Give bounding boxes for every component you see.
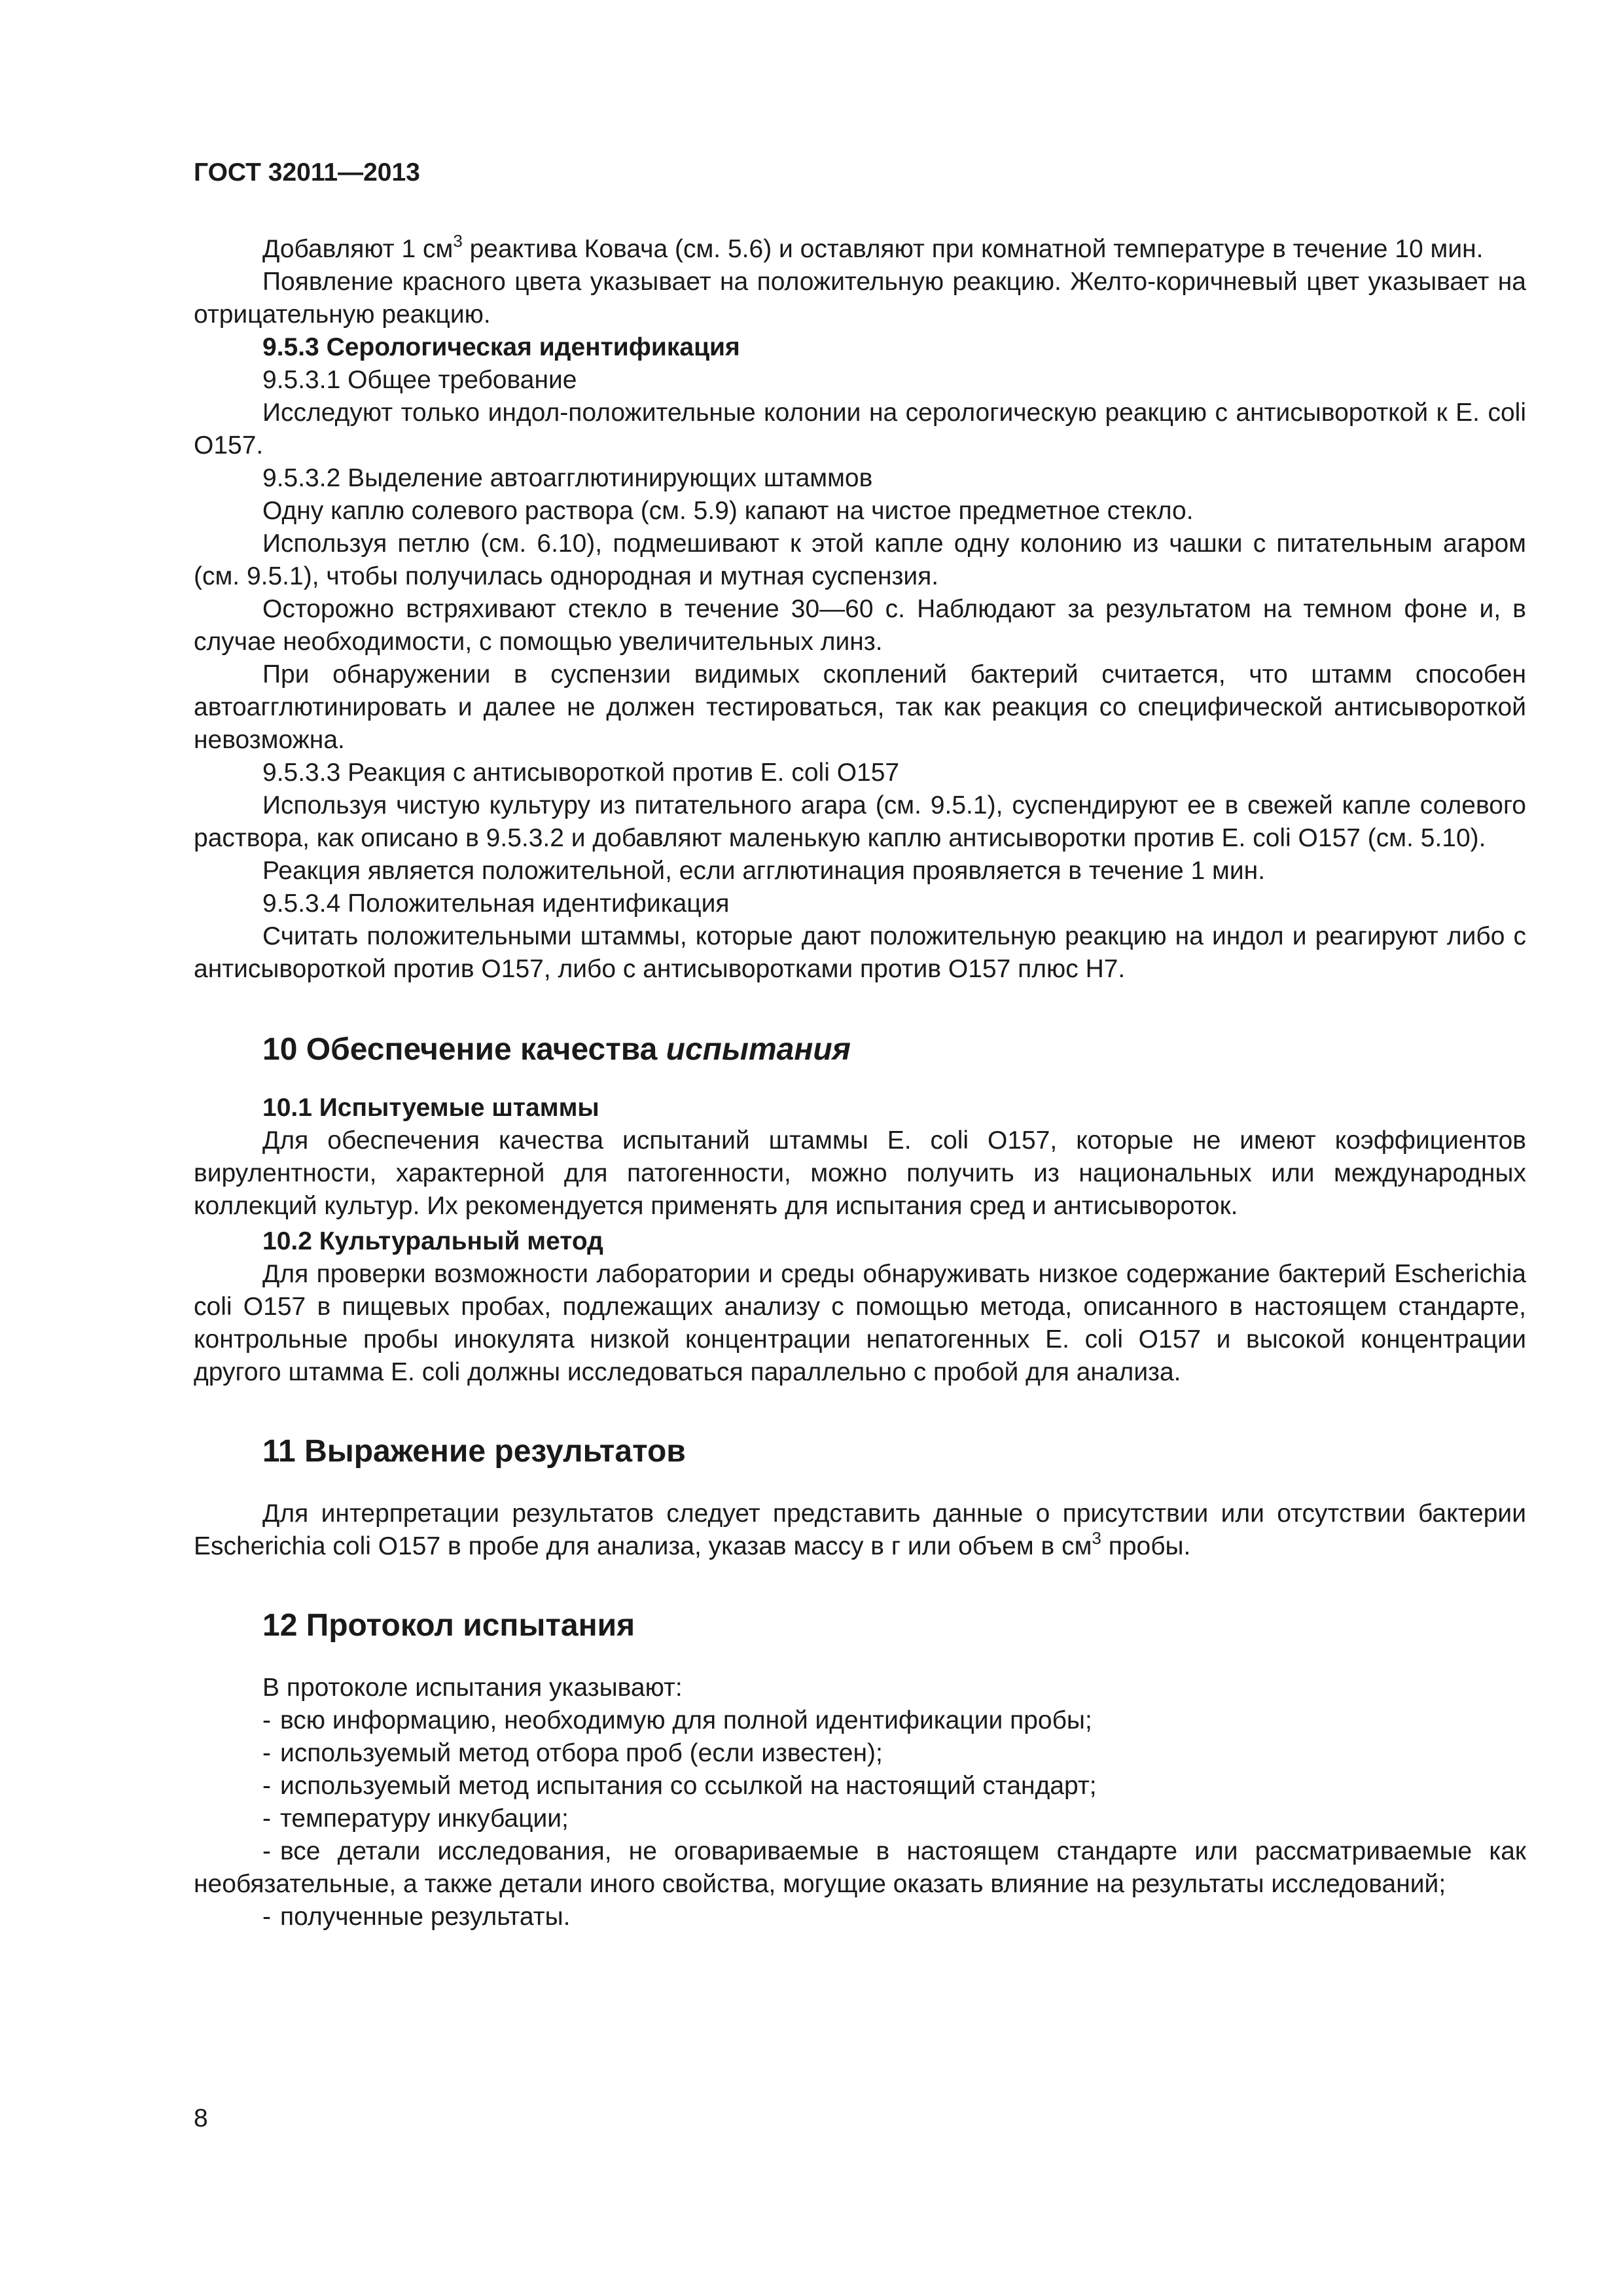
section-heading: 11 Выражение результатов [262, 1434, 686, 1469]
clause-title: 9.5.3.1 Общее требование [262, 366, 577, 394]
clause-title: 9.5.3.2 Выделение автоагглютинирующих штаммов [262, 464, 873, 492]
paragraph: В протоколе испытания указывают: [262, 1674, 683, 1702]
paragraph: Для обеспечения качества испытаний штаммы E. coli O157, которые не имеют коэффициентов вирулентности, характерной для патогенности, можно получить из национальных или международных коллекций культур. Их рекомендуется применять для испытания сред и антисывороток. [194, 1126, 1526, 1220]
text-run: пробы. [1101, 1532, 1191, 1560]
list-item-text: температуру инкубации; [280, 1804, 569, 1833]
section-heading [194, 1030, 1526, 1069]
paragraph: Осторожно встряхивают стекло в течение 30—60 с. Наблюдают за результатом на темном фоне и, в случае необходимости, с помощью увеличительных линз. [194, 595, 1526, 656]
list-marker: - [262, 1739, 271, 1767]
subsection-heading: 9.5.3 Серологическая идентификация [262, 333, 740, 361]
list-marker: - [262, 1772, 271, 1800]
list-marker: - [262, 1903, 271, 1931]
standard-designation: ГОСТ 32011—2013 [194, 158, 420, 187]
list-item-text: используемый метод испытания со ссылкой на настоящий стандарт; [280, 1772, 1097, 1800]
paragraph: Одну каплю солевого раствора (см. 5.9) капают на чистое предметное стекло. [262, 497, 1194, 525]
page-number: 8 [194, 2104, 208, 2132]
list-marker: - [262, 1837, 271, 1865]
paragraph: Считать положительными штаммы, которые дают положительную реакцию на индол и реагируют либо с антисывороткой против O157, либо с антисыворотками против O157 плюс H7. [194, 922, 1526, 983]
list-item [194, 1737, 1526, 1770]
text-run: Добавляют 1 см [262, 235, 454, 263]
paragraph: Исследуют только индол-положительные колонии на серологическую реакцию с антисывороткой к E. coli O157. [194, 399, 1526, 459]
text-run: реактива Ковача (см. 5.6) и оставляют при комнатной температуре в течение 10 мин. [462, 235, 1484, 263]
paragraph: При обнаружении в суспензии видимых скоплений бактерий считается, что штамм способен автоагглютинировать и далее не должен тестироваться, так как реакция со специфической антисывороткой невозможна. [194, 660, 1526, 754]
paragraph: Используя чистую культуру из питательного агара (см. 9.5.1), суспендируют ее в свежей капле солевого раствора, как описано в 9.5.3.2 и добавляют маленькую каплю антисыворотки против E. coli O157 (см. 5.10). [194, 791, 1526, 852]
requirements-list [194, 1704, 1526, 1933]
heading-text: 10 Обеспечение качества [262, 1032, 666, 1067]
list-item-text: все детали исследования, не оговариваемые в настоящем стандарте или рассматриваемые как необязательные, а также детали иного свойства, могущие оказать влияние на результаты исследований; [194, 1837, 1526, 1898]
list-item [194, 1803, 1526, 1835]
list-marker: - [262, 1804, 271, 1833]
list-item-text: полученные результаты. [280, 1903, 571, 1931]
paragraph [194, 1498, 1526, 1563]
list-item-text: всю информацию, необходимую для полной идентификации пробы; [280, 1706, 1092, 1734]
subsection-heading: 10.2 Культуральный метод [262, 1227, 603, 1255]
paragraph [194, 233, 1526, 266]
superscript: 3 [453, 231, 463, 251]
clause-title: 9.5.3.4 Положительная идентификация [262, 889, 730, 918]
superscript: 3 [1092, 1528, 1101, 1548]
heading-text-italic: испытания [666, 1032, 851, 1067]
paragraph: Используя петлю (см. 6.10), подмешивают к этой капле одну колонию из чашки с питательным агаром (см. 9.5.1), чтобы получилась однородная и мутная суспензия. [194, 529, 1526, 590]
list-item [194, 1901, 1526, 1933]
body-text [194, 233, 1526, 1933]
paragraph: Реакция является положительной, если агглютинация проявляется в течение 1 мин. [262, 857, 1266, 885]
list-item-text: используемый метод отбора проб (если известен); [280, 1739, 883, 1767]
list-item [194, 1704, 1526, 1737]
text-run: Для интерпретации результатов следует представить данные о присутствии или отсутствии бактерии Escherichia coli O157 в пробе для анализа, указав массу в г или объем в см [194, 1499, 1526, 1560]
paragraph: Появление красного цвета указывает на положительную реакцию. Желто-коричневый цвет указывает на отрицательную реакцию. [194, 268, 1526, 329]
paragraph: Для проверки возможности лаборатории и среды обнаруживать низкое содержание бактерий Escherichia coli O157 в пищевых пробах, подлежащих анализу с помощью метода, описанного в настоящем стандарте, контрольные пробы инокулята низкой концентрации непатогенных E. coli O157 и высокой концентрации другого штамма E. coli должны исследоваться параллельно с пробой для анализа. [194, 1260, 1526, 1386]
subsection-heading: 10.1 Испытуемые штаммы [262, 1094, 599, 1122]
section-heading: 12 Протокол испытания [262, 1608, 635, 1643]
list-marker: - [262, 1706, 271, 1734]
clause-title: 9.5.3.3 Реакция с антисывороткой против E. coli O157 [262, 759, 900, 787]
list-item [194, 1770, 1526, 1803]
list-item [194, 1835, 1526, 1901]
